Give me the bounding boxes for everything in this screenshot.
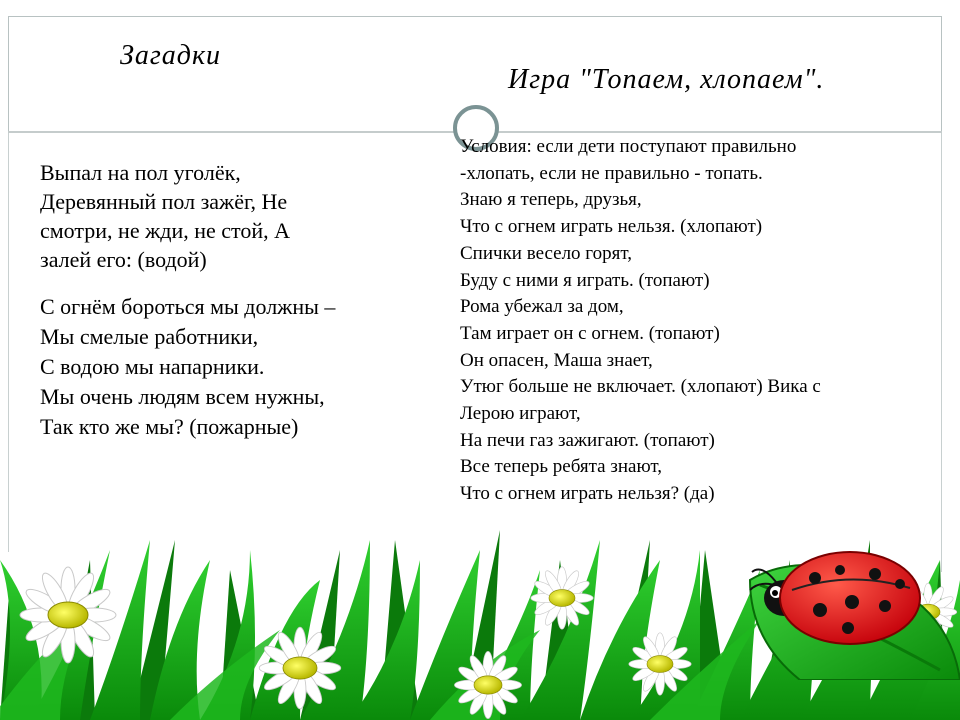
game-line: Условия: если дети поступают правильно	[460, 136, 797, 157]
game-line: Знаю я теперь, друзья,	[460, 189, 642, 211]
game-line: Он опасен, Маша знает,	[460, 349, 653, 371]
riddle-line: Мы смелые работники,	[40, 324, 259, 349]
ladybug-icon	[740, 540, 960, 680]
game-line: Буду с ними я играть. (топают)	[460, 269, 710, 291]
riddle-firefighters	[40, 292, 335, 442]
riddle-line: Деревянный пол зажёг, Не	[40, 189, 288, 214]
game-line: Рома убежал за дом,	[460, 296, 624, 318]
riddle-line: смотри, не жди, не стой, А	[40, 218, 291, 243]
riddle-line: Выпал на пол уголёк,	[40, 160, 241, 185]
game-line: Все теперь ребята знают,	[460, 456, 663, 478]
game-text	[460, 134, 821, 508]
game-line: -хлопать, если не правильно - топать.	[460, 162, 763, 184]
game-line: Что с огнем играть нельзя? (да)	[460, 483, 715, 505]
frame-right-border	[941, 132, 942, 572]
game-line: Утюг больше не включает. (хлопают) Вика с	[460, 376, 821, 398]
frame-left-border	[8, 132, 9, 552]
riddle-line: Мы очень людям всем нужны,	[40, 384, 325, 409]
game-line: Лерою играют,	[460, 403, 581, 425]
riddles-title: Загадки	[120, 40, 222, 71]
game-title: Игра "Топаем, хлопаем".	[508, 64, 825, 95]
riddle-fire	[40, 158, 290, 274]
game-line: Там играет он с огнем. (топают)	[460, 322, 720, 344]
riddle-line: Так кто же мы? (пожарные)	[40, 414, 299, 439]
game-line: Спички весело горят,	[460, 242, 632, 264]
game-line: Что с огнем играть нельзя. (хлопают)	[460, 216, 763, 238]
riddle-line: С огнём бороться мы должны –	[40, 294, 336, 319]
game-line: На печи газ зажигают. (топают)	[460, 429, 715, 451]
riddle-line: залей его: (водой)	[40, 247, 207, 272]
riddle-line: С водою мы напарники.	[40, 354, 265, 379]
